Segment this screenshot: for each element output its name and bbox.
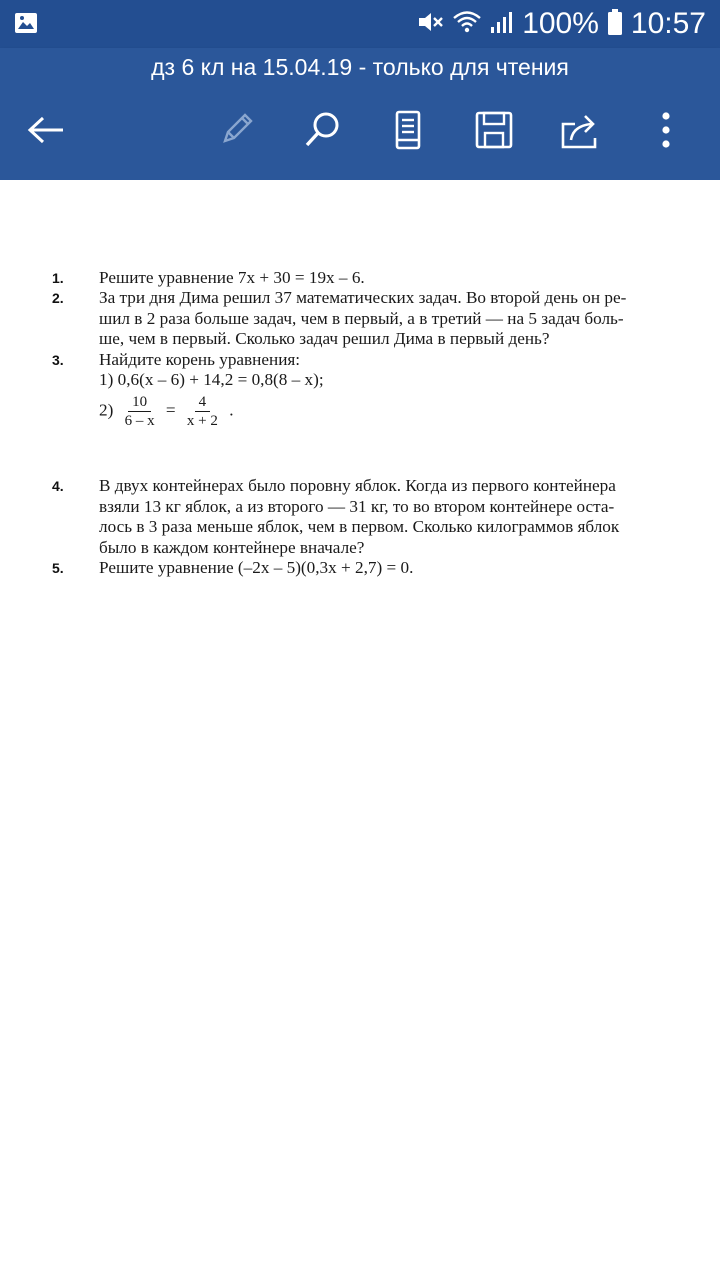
share-button[interactable] [554,106,606,158]
more-options-icon [660,110,672,155]
fraction-right [183,393,222,430]
edit-button[interactable] [210,106,262,158]
fraction-denominator: x + 2 [186,413,218,430]
mobile-view-button[interactable] [382,106,434,158]
mute-icon [416,9,444,40]
edit-pencil-icon [216,110,256,155]
back-arrow-icon [26,115,66,150]
task-2 [52,288,692,349]
task-number: 3. [52,351,64,368]
battery-percent: 100% [522,7,599,40]
task-text: Решите уравнение (–2x – 5)(0,3x + 2,7) = 0. [99,558,414,578]
task-1 [52,268,692,288]
task-5 [52,558,692,578]
clock: 10:57 [630,7,706,40]
equation-prefix: 2) [99,400,114,420]
equals-sign: = [165,400,176,420]
document-page [52,268,692,578]
task-3 [52,350,692,431]
status-icons [416,0,706,48]
document-title: дз 6 кл на 15.04.19 - только для чтения [151,54,569,80]
task-text: Решите уравнение 7x + 30 = 19x – 6. [99,268,365,287]
search-icon [301,109,343,156]
more-options-button[interactable] [640,106,692,158]
signal-icon [490,9,514,40]
status-bar [0,0,720,48]
app-bar [0,48,720,180]
equation-1: 1) 0,6(x – 6) + 14,2 = 0,8(8 – x); [99,370,324,390]
fraction-left [121,393,159,430]
task-text: было в каждом контейнере вначале? [99,537,365,557]
task-text: Найдите корень уравнения: [99,349,301,369]
task-4 [52,476,692,558]
task-text: взяли 13 кг яблок, а из второго — 31 кг, то во втором контейнере оста- [99,496,615,516]
task-text: В двух контейнерах было поровну яблок. Когда из первого контейнера [99,476,616,496]
back-button[interactable] [20,106,72,158]
save-button[interactable] [468,106,520,158]
task-number: 5. [52,560,64,577]
share-icon [559,110,601,155]
task-text: ше, чем в первый. Сколько задач решил Дима в первый день? [99,329,550,349]
task-text: лось в 3 раза меньше яблок, чем в первом. Сколько килограммов яблок [99,517,620,537]
task-number: 4. [52,478,64,495]
search-button[interactable] [296,106,348,158]
mobile-view-icon [393,110,423,155]
task-text: шил в 2 раза больше задач, чем в первый, а в третий — на 5 задач боль- [99,308,624,328]
equation-end: . [229,400,234,420]
save-icon [474,110,514,155]
fraction-denominator: 6 – x [124,413,155,430]
document-viewer[interactable] [0,180,720,1280]
wifi-icon [452,9,482,40]
task-number: 1. [52,270,64,286]
image-notification-icon [14,12,38,34]
fraction-numerator: 10 [128,393,151,412]
battery-icon [607,8,623,41]
fraction-numerator: 4 [195,393,211,412]
task-text: За три дня Дима решил 37 математических задач. Во второй день он ре- [99,288,627,308]
task-number: 2. [52,290,64,307]
equation-2 [99,393,692,430]
